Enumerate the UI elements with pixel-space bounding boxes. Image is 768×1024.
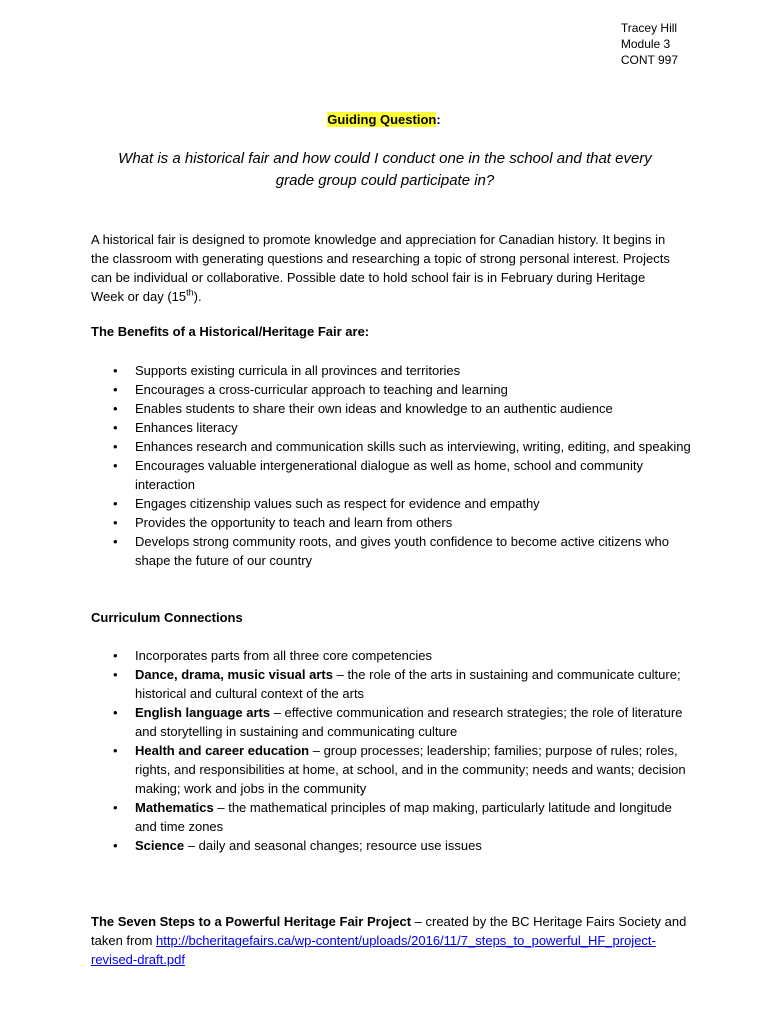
list-item (91, 380, 691, 399)
bullet-icon: • (113, 401, 118, 416)
citation-text: – created by the BC Heritage Fairs Society and taken from (91, 914, 687, 948)
list-item (91, 494, 691, 513)
bullet-icon: • (113, 648, 118, 663)
guiding-question-label: Guiding Question (327, 112, 437, 127)
list-item (91, 703, 691, 741)
list-item-text: Supports existing curricula in all provinces and territories (135, 363, 461, 378)
bullet-icon: • (113, 667, 118, 682)
source-citation (91, 912, 691, 969)
bullet-icon: • (113, 705, 118, 720)
list-item (91, 399, 691, 418)
list-item (91, 836, 691, 855)
guiding-question-text (80, 148, 690, 192)
guiding-question-colon: : (436, 112, 441, 127)
bullet-icon: • (113, 439, 118, 454)
list-item-text: – effective communication and research strategies; the role of literature and storytelling in sustaining and communicating culture (135, 705, 683, 739)
list-item (91, 532, 691, 570)
intro-paragraph (91, 230, 681, 306)
module-label: Module 3 (620, 37, 671, 51)
guiding-question-heading (0, 110, 768, 129)
list-item (91, 456, 691, 494)
list-item-subject: Dance, drama, music visual arts (135, 667, 333, 682)
list-item-subject: Health and career education (135, 743, 310, 758)
list-item-subject: Mathematics (135, 800, 214, 815)
list-item-text: Encourages a cross-curricular approach to teaching and learning (135, 382, 508, 397)
list-item-text: – the role of the arts in sustaining and communicate culture; historical and cultural context of the arts (135, 667, 681, 701)
bullet-icon: • (113, 420, 118, 435)
question-line-2: grade group could participate in? (275, 172, 495, 189)
curriculum-heading: Curriculum Connections (91, 610, 243, 625)
benefits-heading: The Benefits of a Historical/Heritage Fair are: (91, 324, 370, 339)
list-item (91, 665, 691, 703)
benefits-list (91, 361, 691, 570)
list-item-text: – group processes; leadership; families; purpose of rules; roles, rights, and responsibilities at home, at school, and in the community; needs and wants; decision making; work and jobs in the community (135, 743, 686, 796)
citation-title: The Seven Steps to a Powerful Heritage Fair Project (91, 914, 412, 929)
list-item-text: Enables students to share their own ideas and knowledge to an authentic audience (135, 401, 613, 416)
intro-text-end: ). (193, 289, 202, 304)
curriculum-list (91, 646, 691, 855)
bullet-icon: • (113, 382, 118, 397)
author-header (621, 20, 678, 68)
bullet-icon: • (113, 515, 118, 530)
list-item (91, 741, 691, 798)
list-item (91, 437, 691, 456)
list-item-text: – daily and seasonal changes; resource use issues (184, 838, 482, 853)
course-code: CONT 997 (620, 53, 678, 67)
author-name: Tracey Hill (620, 21, 678, 35)
list-item-text: Enhances research and communication skills such as interviewing, writing, editing, and speaking (135, 439, 691, 454)
list-item (91, 646, 691, 665)
bullet-icon: • (113, 458, 118, 473)
list-item-text: Incorporates parts from all three core competencies (135, 648, 432, 663)
list-item (91, 798, 691, 836)
bullet-icon: • (113, 800, 118, 815)
bullet-icon: • (113, 363, 118, 378)
list-item-text: Engages citizenship values such as respect for evidence and empathy (135, 496, 540, 511)
bullet-icon: • (113, 838, 118, 853)
intro-text: A historical fair is designed to promote knowledge and appreciation for Canadian history. It begins in the classroom with generating questions and researching a topic of strong personal interest. Projects can be individual or collaborative. Possible date to hold school fair is in February during Heritage Week or day (15 (91, 232, 670, 304)
bullet-icon: • (113, 496, 118, 511)
list-item (91, 361, 691, 380)
list-item (91, 513, 691, 532)
list-item-text: Encourages valuable intergenerational dialogue as well as home, school and community interaction (135, 458, 644, 492)
intro-superscript: th (186, 287, 194, 298)
list-item-subject: English language arts (135, 705, 271, 720)
question-line-1: What is a historical fair and how could I conduct one in the school and that every (118, 150, 652, 167)
source-link[interactable]: http://bcheritagefairs.ca/wp-content/uploads/2016/11/7_steps_to_powerful_HF_project-revised-draft.pdf (91, 933, 656, 967)
list-item (91, 418, 691, 437)
list-item-text: Provides the opportunity to teach and learn from others (135, 515, 453, 530)
list-item-text: Develops strong community roots, and gives youth confidence to become active citizens who shape the future of our country (135, 534, 669, 568)
list-item-text: – the mathematical principles of map making, particularly latitude and longitude and time zones (135, 800, 672, 834)
list-item-text: Enhances literacy (135, 420, 238, 435)
bullet-icon: • (113, 743, 118, 758)
list-item-subject: Science (135, 838, 185, 853)
bullet-icon: • (113, 534, 118, 549)
